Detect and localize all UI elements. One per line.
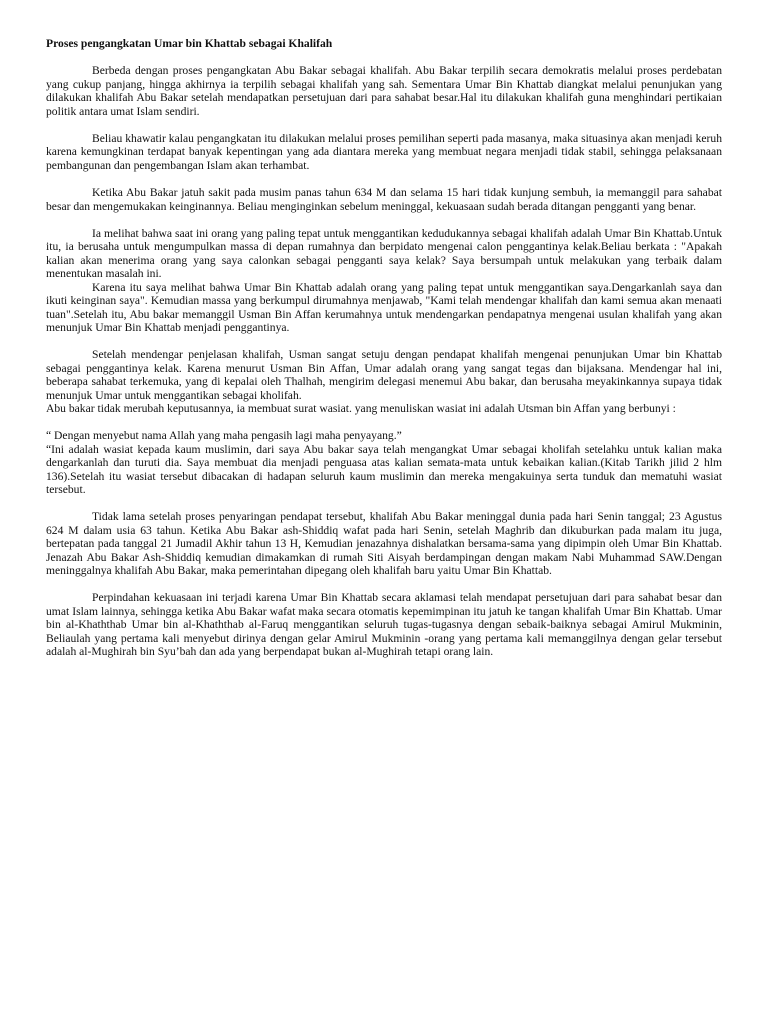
quote-line: “ Dengan menyebut nama Allah yang maha pengasih lagi maha penyayang.” [46, 429, 402, 443]
paragraph: Karena itu saya melihat bahwa Umar Bin Khattab adalah orang yang paling tepat untuk menggantikan saya.Dengarkanlah saya dan ikuti keinginan saya". Kemudian massa yang berkumpul dirumahnya menjawab, "Kami telah mendengar khalifah dan kami semua akan menaati tuan".Setelah itu, Abu bakar memanggil Usman Bin Affan kerumahnya untuk mendengarkan pendapatnya mengenai usulan khalifah yang akan menunjuk Umar Bin Khattab menjadi penggantinya. [46, 280, 722, 334]
paragraph: Ia melihat bahwa saat ini orang yang paling tepat untuk menggantikan kedudukannya sebagai khalifah adalah Umar Bin Khattab.Untuk itu, ia berusaha untuk mengumpulkan massa di depan rumahnya dan berpidato mengenai calon penggantinya kelak.Beliau berkata : "Apakah kalian akan menerima orang yang saya calonkan sebagai pengganti saya kelak? Saya bersumpah untuk melakukan yang terbaik dalam menentukan masalah ini. [46, 227, 722, 281]
paragraph: Berbeda dengan proses pengangkatan Abu Bakar sebagai khalifah. Abu Bakar terpilih secara demokratis melalui proses perdebatan yang cukup panjang, hingga akhirnya ia terpilih sebagai khalifah yang sah. Sementara Umar Bin Khattab diangkat melalui penunjukan yang dilakukan khalifah Abu Bakar setelah mendapatkan persetujuan dari para sahabat besar.Hal itu dilakukan khalifah guna menghindari pertikaian politik antara umat Islam sendiri. [46, 64, 722, 118]
quote-paragraph: “Ini adalah wasiat kepada kaum muslimin, dari saya Abu bakar saya telah mengangkat Umar sebagai kholifah setelahku untuk kalian maka dengarkanlah dan turuti dia. Saya membuat dia menjadi penguasa atas kalian semata-mata untuk kebaikan kalian.(Kitab Tarikh jilid 2 hlm 136).Setelah itu wasiat tersebut dibacakan di hadapan seluruh kaum muslimin dan mereka mengakuinya serta tunduk dan mematuhi wasiat tersebut. [46, 442, 722, 496]
document-page [46, 37, 722, 658]
document-body [46, 64, 722, 658]
paragraph: Setelah mendengar penjelasan khalifah, Usman sangat setuju dengan pendapat khalifah mengenai penunjukan Umar bin Khattab sebagai penggantinya kelak. Karena menurut Usman Bin Affan, Umar adalah orang yang sangat tegas dan bijaksana. Mendengar hal ini, beberapa sahabat terkemuka, yang di kepalai oleh Thalhah, mengirim delegasi menemui Abu bakar, dan berusaha meyakinkannya supaya tidak menunjuk Umar untuk menggantikan sebagai kholifah. [46, 348, 722, 402]
document-title: Proses pengangkatan Umar bin Khattab sebagai Khalifah [46, 37, 333, 50]
paragraph: Beliau khawatir kalau pengangkatan itu dilakukan melalui proses pemilihan seperti pada masanya, maka situasinya akan menjadi keruh karena kemungkinan terdapat banyak kepentingan yang ada diantara mereka yang membuat negara menjadi tidak stabil, sehingga pelaksanaan pembangunan dan pengembangan Islam akan terhambat. [46, 132, 722, 172]
paragraph: Ketika Abu Bakar jatuh sakit pada musim panas tahun 634 M dan selama 15 hari tidak kunjung sembuh, ia memanggil para sahabat besar dan mengemukakan keinginannya. Beliau menginginkan sebelum meninggal, kekuasaan sudah berada ditangan pengganti yang benar. [46, 186, 722, 213]
paragraph: Perpindahan kekuasaan ini terjadi karena Umar Bin Khattab secara aklamasi telah mendapat persetujuan dari para sahabat besar dan umat Islam lainnya, sehingga ketika Abu Bakar wafat maka secara otomatis kepemimpinan itu jatuh ke tangan khalifah Umar Bin Khattab. Umar bin al-Khaththab Umar bin al-Khaththab al-Faruq menggantikan seluruh tugas-tugasnya dengan sebaik-baiknya sebagai Amirul Mukminin, Beliaulah yang pertama kali menyebut dirinya dengan gelar Amirul Mukminin -orang yang pertama kali memanggilnya dengan gelar tersebut adalah al-Mughirah bin Syu’bah dan ada yang berpendapat bukan al-Mughirah tetapi orang lain. [46, 591, 722, 659]
paragraph: Abu bakar tidak merubah keputusannya, ia membuat surat wasiat. yang menuliskan wasiat ini adalah Utsman bin Affan yang berbunyi : [46, 401, 676, 415]
paragraph: Tidak lama setelah proses penyaringan pendapat tersebut, khalifah Abu Bakar meninggal dunia pada hari Senin tanggal; 23 Agustus 624 M dalam usia 63 tahun. Ketika Abu Bakar ash-Shiddiq wafat pada hari Senin, setelah Maghrib dan dikuburkan pada malam itu juga, bertepatan pada tanggal 21 Jumadil Akhir tahun 13 H, Kemudian jenazahnya dishalatkan bersama-sama yang dipimpin oleh Umar Bin Khattab. Jenazah Abu Bakar Ash-Shiddiq kemudian dimakamkan di rumah Siti Aisyah berdampingan dengan makam Nabi Muhammad SAW.Dengan meninggalnya khalifah Abu Bakar, maka pemerintahan dipegang oleh khalifah baru yaitu Umar Bin Khattab. [46, 510, 722, 577]
